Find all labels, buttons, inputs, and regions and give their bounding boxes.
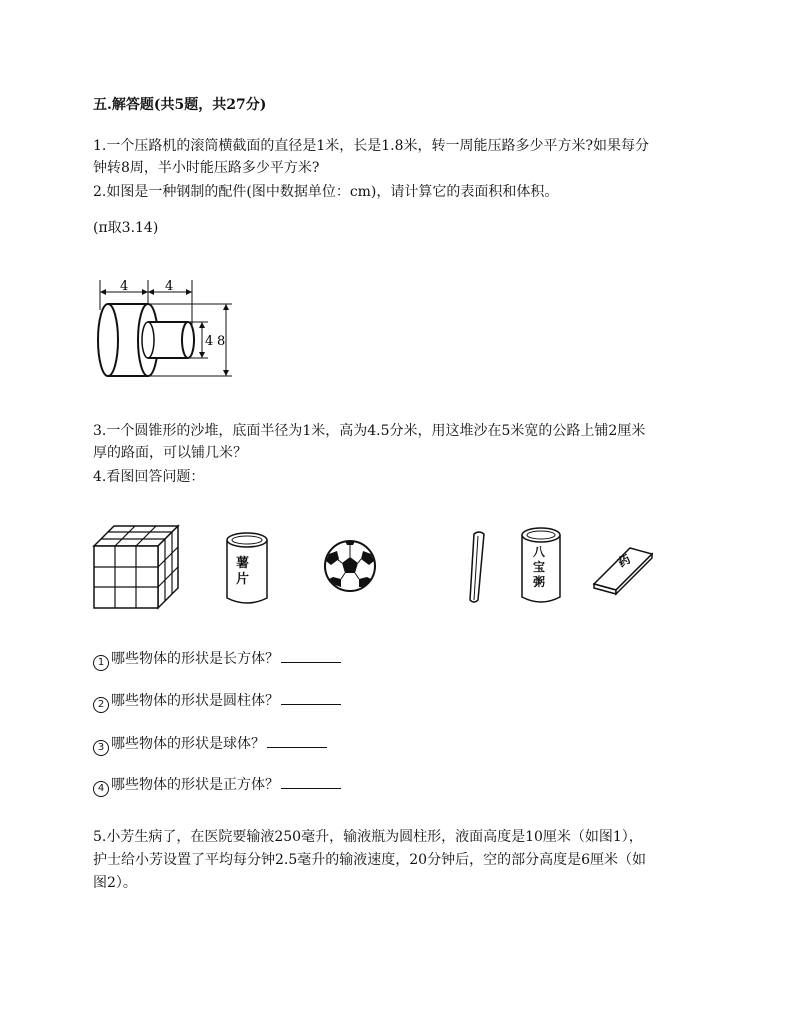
q4-sub-1 xyxy=(93,648,341,671)
q2-line-2: (π取3.14) xyxy=(93,220,159,236)
dim-outer-diameter: 8 xyxy=(217,334,226,349)
q1-line-2: 钟转8周，半小时能压路多少平方米? xyxy=(93,160,320,176)
q4-sub-2 xyxy=(93,690,341,713)
dim-inner-diameter: 4 xyxy=(205,334,214,349)
q3-line-1: 3.一个圆锥形的沙堆，底面半径为1米，高为4.5分米，用这堆沙在5米宽的公路上铺2厘米 xyxy=(93,423,646,439)
answer-blank[interactable] xyxy=(281,690,341,705)
q4-sub-4 xyxy=(93,774,341,797)
soccer-ball-figure xyxy=(323,539,377,593)
sub-text: 哪些物体的形状是圆柱体？ xyxy=(111,693,279,709)
q3-line-2: 厚的路面，可以铺几米？ xyxy=(93,445,247,461)
q1-line-1: 1.一个压路机的滚筒横截面的直径是1米，长是1.8米，转一周能压路多少平方米?如果每分 xyxy=(93,138,650,154)
steel-part-figure xyxy=(90,270,250,385)
sub-text: 哪些物体的形状是球体？ xyxy=(111,736,265,752)
section-title: 五.解答题(共5题，共27分) xyxy=(93,97,267,113)
sub-number: 2 xyxy=(93,697,109,713)
sub-number: 1 xyxy=(93,655,109,671)
answer-blank[interactable] xyxy=(281,648,341,663)
answer-blank[interactable] xyxy=(281,774,341,789)
dim-right-width: 4 xyxy=(165,279,174,294)
answer-blank[interactable] xyxy=(267,733,327,748)
q5-line-3: 图2）。 xyxy=(93,875,137,891)
sub-number: 3 xyxy=(93,740,109,756)
q2-line-1: 2.如图是一种钢制的配件(图中数据单位：cm)，请计算它的表面积和体积。 xyxy=(93,184,559,200)
porridge-can-label: 八宝粥 xyxy=(533,545,546,589)
sub-text: 哪些物体的形状是长方体？ xyxy=(111,651,279,667)
medicine-box-label: 药 xyxy=(615,551,633,570)
sub-number: 4 xyxy=(93,781,109,797)
dim-left-width: 4 xyxy=(120,279,129,294)
sub-text: 哪些物体的形状是正方体？ xyxy=(111,777,279,793)
q5-line-2: 护士给小芳设置了平均每分钟2.5毫升的输液速度，20分钟后，空的部分高度是6厘米（如 xyxy=(93,852,646,868)
rod-figure xyxy=(466,530,488,604)
q4-sub-3 xyxy=(93,733,327,756)
rubiks-cube-figure xyxy=(92,524,188,610)
q5-line-1: 5.小芳生病了，在医院要输液250毫升，输液瓶为圆柱形，液面高度是10厘米（如图1）， xyxy=(93,829,643,845)
chips-can-label: 薯片 xyxy=(236,556,250,587)
q4-title: 4.看图回答问题： xyxy=(93,469,205,485)
